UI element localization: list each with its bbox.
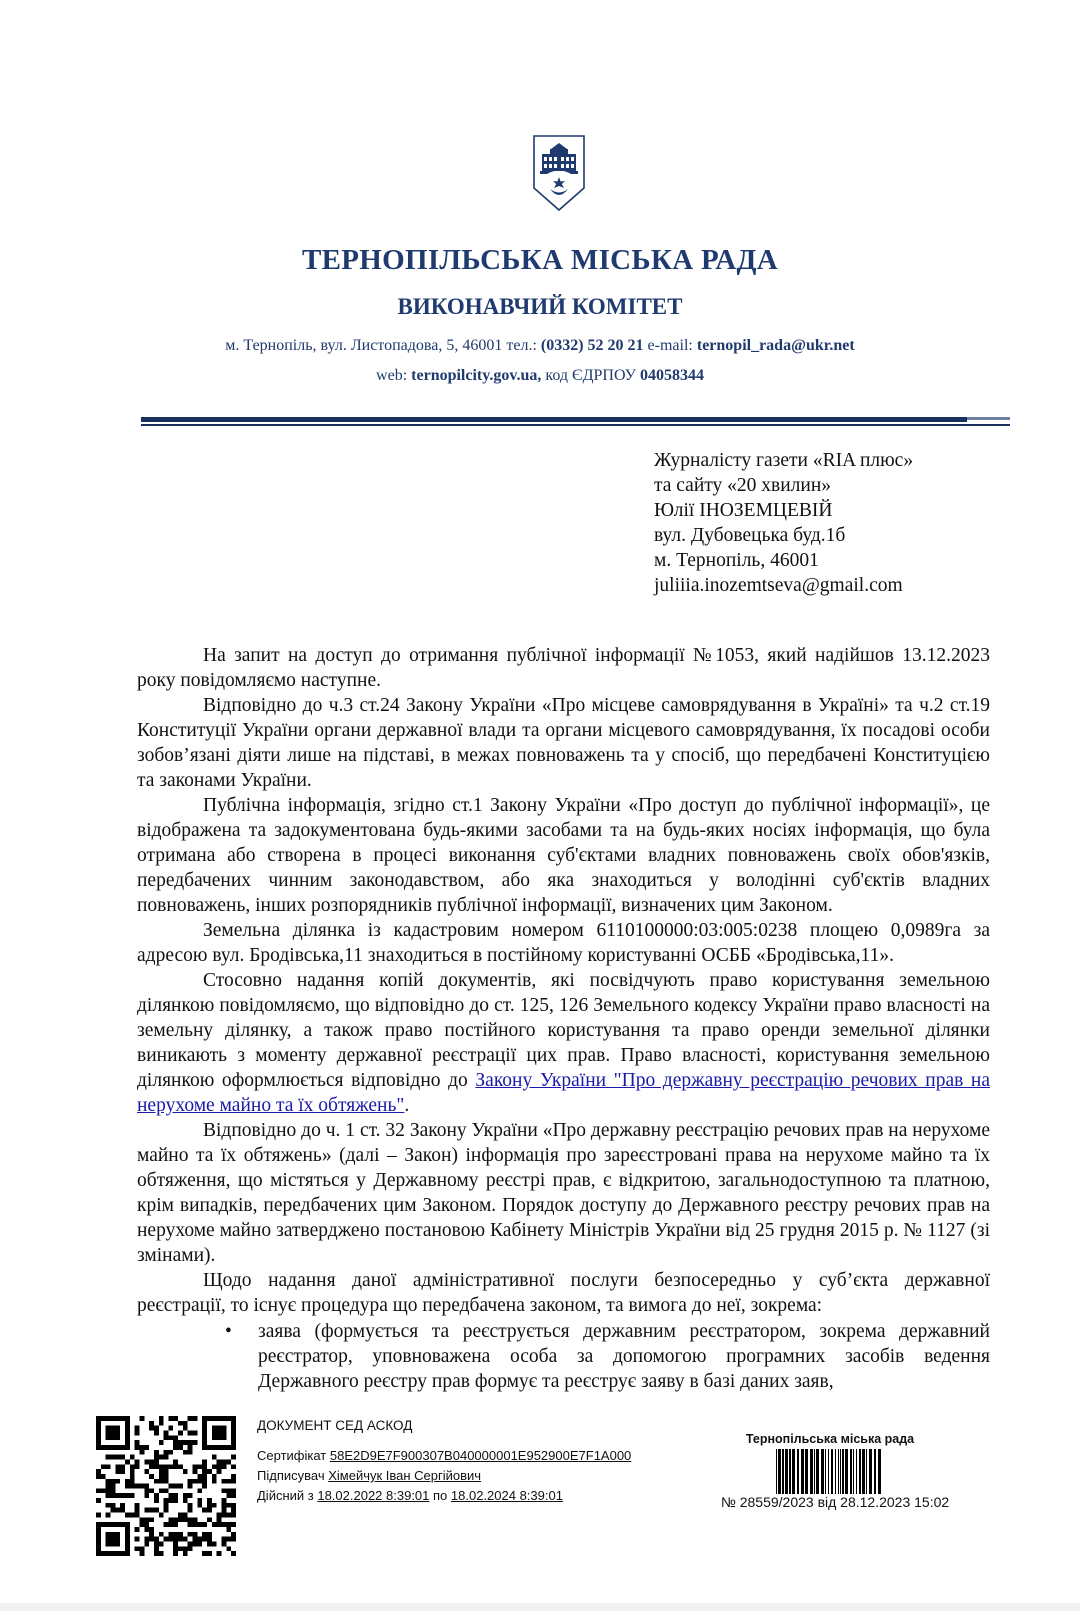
web-label: web:: [376, 367, 412, 384]
barcode-bar: [778, 1449, 781, 1494]
barcode-bar: [842, 1449, 844, 1494]
contact-line: [0, 337, 1080, 355]
barcode-bar: [785, 1449, 788, 1494]
barcode-bar: [797, 1449, 799, 1494]
requirements-list: [137, 1319, 990, 1394]
signer-label: Підписувач: [257, 1468, 329, 1483]
email-label: e-mail:: [643, 337, 697, 354]
barcode-bar: [792, 1449, 795, 1494]
recipient-email: juliiia.inozemtseva@gmail.com: [654, 575, 903, 596]
department-name: ВИКОНАВЧИЙ КОМІТЕТ: [397, 294, 683, 319]
page-bottom-band: [0, 1603, 1080, 1611]
barcode-bar: [878, 1449, 881, 1494]
signer-line: [257, 1468, 481, 1483]
barcode-bar: [776, 1449, 777, 1494]
barcode-bar: [835, 1449, 836, 1494]
barcode-bar: [828, 1449, 829, 1494]
barcode-bar: [801, 1449, 804, 1494]
paragraph-text: .: [404, 1095, 410, 1116]
paragraph: [137, 968, 990, 1118]
paragraph: На запит на доступ до отримання публічної інформації №1053, який надійшов 13.12.2023 року повідомляємо наступне.: [137, 645, 990, 691]
header-divider-thin: [141, 424, 1010, 426]
certificate-id: 58E2D9E7F900307B040000001E952900E7F1A000: [329, 1448, 632, 1463]
coat-of-arms-icon: [531, 133, 587, 213]
bullet-icon: •: [225, 1321, 232, 1342]
paragraph: Відповідно до ч.3 ст.24 Закону України «Про місцеве самоврядування в Україні» та ч.2 ст.19 Конституції України органи державної влади та органи місцевого самоврядування, їх посадові особи зобов’язані діяти лише на підставі, в межах повноважень та у спосіб, що передбачені Конституцією та законами України.: [137, 695, 990, 791]
paragraph: Відповідно до ч. 1 ст. 32 Закону України «Про державну реєстрацію речових прав на нерухоме майно та їх обтяжень» (далі – Закон) інформація про зареєстровані права на нерухоме майно та їх обтяження, що містяться у Державному реєстрі прав, є відкритою, загальнодоступною та платною, крім випадків, передбачених цим Законом. Порядок доступу до Державного реєстру речових прав на нерухоме майно затверджено постановою Кабінету Міністрів України від 25 грудня 2015 р. № 1127 (зі змінами).: [137, 1120, 990, 1266]
barcode-bar: [838, 1449, 839, 1494]
barcode-bar: [866, 1449, 867, 1494]
barcode-bar: [856, 1449, 857, 1494]
edrpou-label: код ЄДРПОУ: [541, 367, 640, 384]
barcode-bar: [850, 1449, 852, 1494]
certificate-label: Сертифікат: [257, 1448, 330, 1463]
barcode-bar: [821, 1449, 824, 1494]
valid-mid: по: [429, 1488, 451, 1503]
website[interactable]: ternopilcity.gov.ua,: [411, 367, 542, 384]
list-item-text: заява (формується та реєструється державним реєстратором, зокрема державний реєстратор, уповноважена особа за допомогою програмних засобів ведення Державного реєстру прав формує та реєструє заяву в базі даних заяв,: [258, 1321, 990, 1392]
valid-to: 18.02.2024 8:39:01: [450, 1488, 563, 1503]
recipient-city: м. Тернопіль, 46001: [654, 550, 819, 571]
qr-finder: [202, 1416, 236, 1450]
paragraph: Щодо надання даної адміністративної послуги безпосередньо у суб’єкта державної реєстрації, то існує процедура що передбачена законом, та вимога до неї, зокрема:: [137, 1270, 990, 1316]
barcode-bar: [816, 1449, 819, 1494]
valid-from: 18.02.2022 8:39:01: [317, 1488, 430, 1503]
barcode-bar: [825, 1449, 826, 1494]
header-divider-tail: [967, 417, 1010, 420]
barcode-bar: [782, 1449, 784, 1494]
web-line: [0, 367, 1080, 385]
certificate-line: [257, 1448, 631, 1463]
barcode-bar: [859, 1449, 861, 1494]
barcode-bar: [831, 1449, 833, 1494]
qr-code-icon: [96, 1416, 236, 1556]
paragraph-text: Стосовно надання копій документів, які посвідчують право користування земельною ділянкою повідомляємо, що відповідно до ст. 125, 126 Земельного кодексу України право власності на земельну ділянку, а також право постійного користування та право оренди земельної ділянки виникають з моменту державної реєстрації цих прав. Право власності, користування земельною ділянкою оформлюється відповідно до: [137, 970, 990, 1091]
barcode-bar: [805, 1449, 808, 1494]
stamp-title: Тернопільська міська рада: [745, 1432, 915, 1446]
email-address[interactable]: ternopil_rada@ukr.net: [696, 337, 855, 354]
barcode-bar: [874, 1449, 876, 1494]
recipient-block: [654, 448, 913, 598]
law-link[interactable]: Закону України "Про державну реєстрацію речових прав на нерухоме майно та їх обтяжень": [137, 1070, 990, 1116]
header-divider: [141, 417, 967, 422]
list-item: [137, 1319, 990, 1394]
letter-body: [137, 643, 990, 1394]
registration-number: № 28559/2023 від 28.12.2023 15:02: [720, 1494, 950, 1510]
recipient-line: Журналісту газети «RIA плюс»: [654, 450, 914, 471]
recipient-line: та сайту «20 хвилин»: [654, 475, 832, 496]
barcode-bar: [869, 1449, 872, 1494]
signature-system: ДОКУМЕНТ СЕД АСКОД: [257, 1418, 413, 1433]
barcode-bar: [789, 1449, 791, 1494]
valid-label: Дійсний з: [257, 1488, 318, 1503]
address-text: м. Тернопіль, вул. Листопадова, 5, 46001 тел.:: [225, 337, 541, 354]
recipient-street: вул. Дубовецька буд.1б: [654, 525, 846, 546]
validity-line: [257, 1488, 563, 1503]
barcode-bar: [845, 1449, 848, 1494]
signer-name: Хімейчук Іван Сергійович: [328, 1468, 482, 1483]
organization-name: ТЕРНОПІЛЬСЬКА МІСЬКА РАДА: [301, 244, 779, 276]
qr-finder: [96, 1416, 130, 1450]
qr-finder: [96, 1522, 130, 1556]
paragraph: Земельна ділянка із кадастровим номером 6110100000:03:005:0238 площею 0,0989га за адресою вул. Бродівська,11 знаходиться в постійному користуванні ОСББ «Бродівська,11».: [137, 920, 990, 966]
barcode-bar: [853, 1449, 854, 1494]
barcode-bar: [814, 1449, 815, 1494]
paragraph: Публічна інформація, згідно ст.1 Закону України «Про доступ до публічної інформації», це відображена та задокументована будь-якими засобами та на будь-яких носіях інформація, що була отримана або створена в процесі виконання суб'єктами владних повноважень своїх обов'язків, передбачених чинним законодавством, або яка знаходиться у володінні суб'єктів владних повноважень, інших розпорядників публічної інформації, визначених цим Законом.: [137, 795, 990, 916]
barcode-bar: [840, 1449, 841, 1494]
barcode-bar: [810, 1449, 813, 1494]
recipient-name: Юлії ІНОЗЕМЦЕВІЙ: [654, 500, 833, 521]
edrpou-code: 04058344: [639, 367, 704, 384]
barcode-bar: [862, 1449, 865, 1494]
barcode-icon: [776, 1449, 884, 1494]
phone-number: (0332) 52 20 21: [540, 337, 644, 354]
